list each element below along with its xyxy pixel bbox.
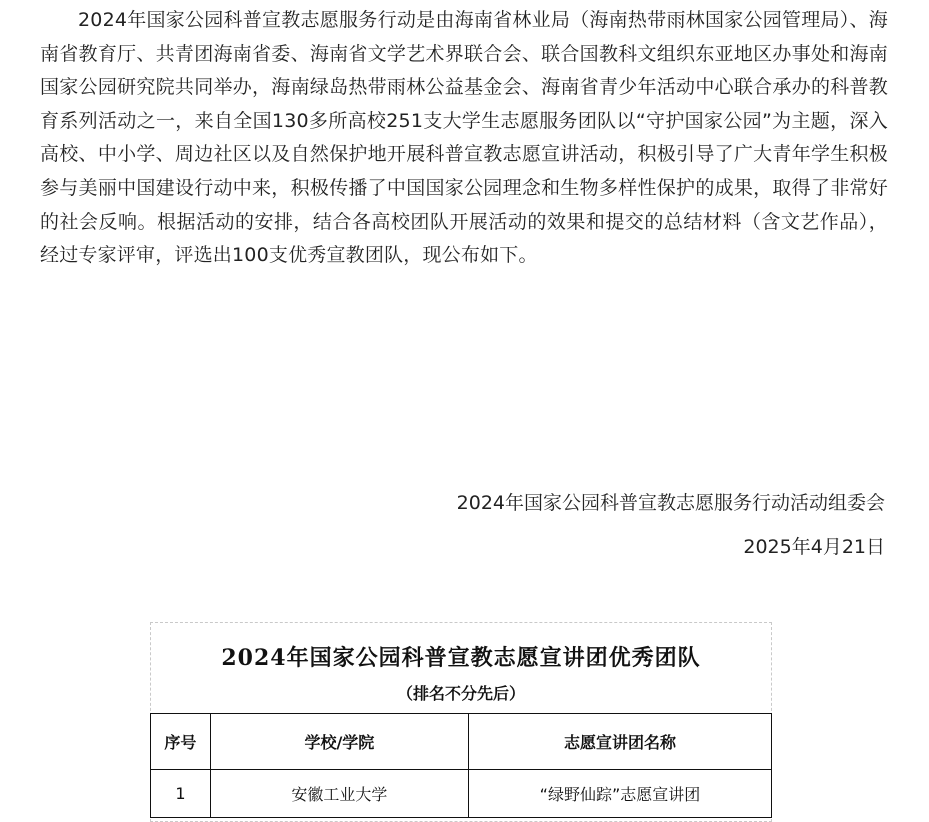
signature-date: 2025年4月21日	[743, 536, 885, 558]
header-team-name: 志愿宣讲团名称	[468, 714, 771, 770]
teams-table	[150, 713, 772, 818]
row-school: 安徽工业大学	[210, 770, 468, 818]
table-title: 2024年国家公园科普宣教志愿宣讲团优秀团队	[221, 645, 701, 671]
row-team-name: “绿野仙踪”志愿宣讲团	[468, 770, 771, 818]
header-number: 序号	[151, 714, 211, 770]
announcement-body	[40, 4, 888, 273]
table-subtitle: （排名不分先后）	[396, 684, 525, 703]
signature-organization: 2024年国家公园科普宣教志愿服务行动活动组委会	[456, 492, 885, 514]
table-header-row	[151, 714, 772, 770]
row-number: 1	[151, 770, 211, 818]
announcement-paragraph: 2024年国家公园科普宣教志愿服务行动是由海南省林业局（海南热带雨林国家公园管理局）、海南省教育厅、共青团海南省委、海南省文学艺术界联合会、联合国教科文组织东亚地区办事处和海南国家公园研究院共同举办，海南绿岛热带雨林公益基金会、海南省青少年活动中心联合承办的科普教育系列活动之一，来自全国130多所高校251支大学生志愿服务团队以“守护国家公园”为主题，深入高校、中小学、周边社区以及自然保护地开展科普宣教志愿宣讲活动，积极引导了广大青年学生积极参与美丽中国建设行动中来，积极传播了中国国家公园理念和生物多样性保护的成果，取得了非常好的社会反响。根据活动的安排，结合各高校团队开展活动的效果和提交的总结材料（含文艺作品），经过专家评审，评选出100支优秀宣教团队，现公布如下。	[40, 9, 888, 267]
excellent-teams-table-image	[150, 622, 772, 822]
table-row	[151, 770, 772, 818]
header-school: 学校/学院	[210, 714, 468, 770]
